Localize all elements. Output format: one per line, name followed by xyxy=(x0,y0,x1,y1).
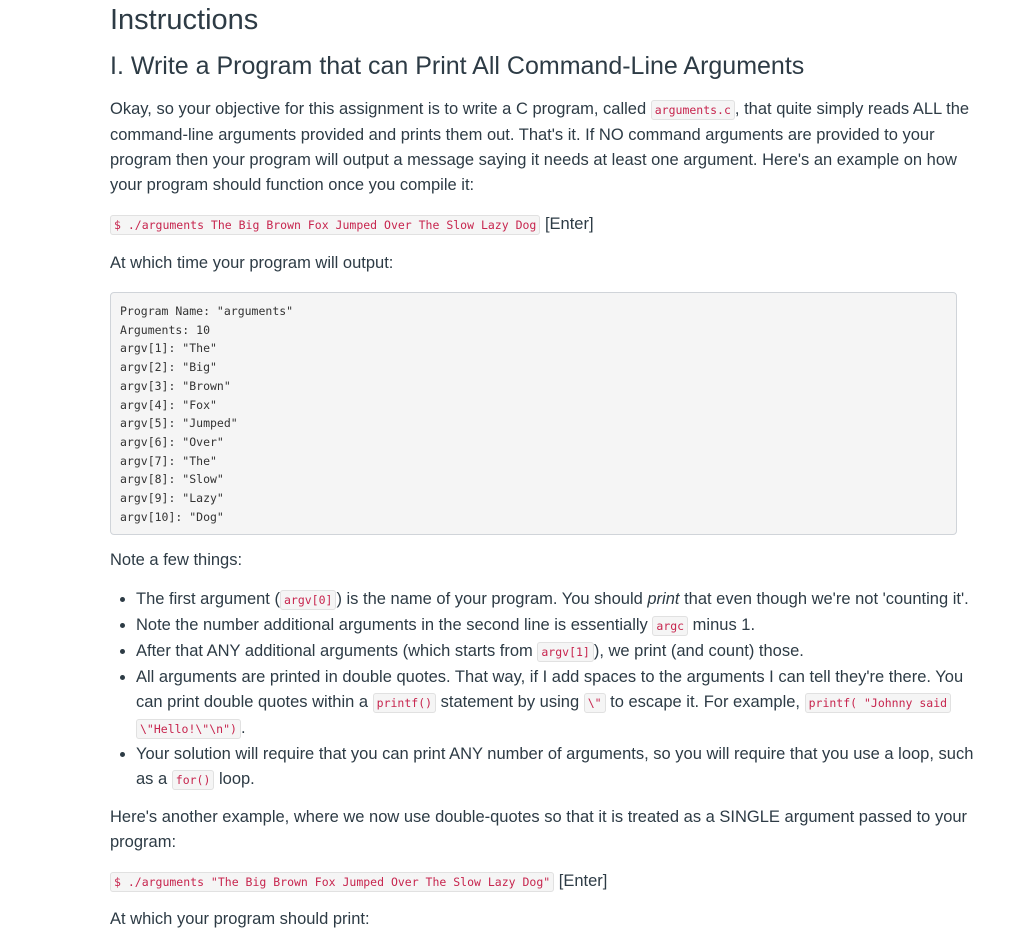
filename-code: arguments.c xyxy=(651,100,735,120)
output-line: argv[1]: "The" xyxy=(120,341,217,356)
note-text: to escape it. For example, xyxy=(605,693,805,712)
section-heading: I. Write a Program that can Print All Command-Line Arguments xyxy=(110,52,805,80)
argc-code: argc xyxy=(652,616,688,636)
enter-label-2: [Enter] xyxy=(558,872,608,891)
note-text: loop. xyxy=(214,770,255,789)
note-text: The first argument ( xyxy=(136,590,280,609)
output-line: argv[5]: "Jumped" xyxy=(120,416,238,431)
note-text: ) is the name of your program. You should xyxy=(336,590,648,609)
note-text: ), we print (and count) those. xyxy=(593,642,804,661)
output-line: argv[2]: "Big" xyxy=(120,360,217,375)
note-text: statement by using xyxy=(436,693,584,712)
printf-example-code: printf( "Johnny said xyxy=(805,693,951,713)
note-text: Your solution will require that you can print ANY number of arguments, so you will require that you use a loop, such as a xyxy=(136,745,974,789)
printf-code: printf() xyxy=(373,693,436,713)
emphasis-print: print xyxy=(647,590,680,609)
list-item xyxy=(136,665,980,742)
final-line: At which your program should print: xyxy=(110,910,370,929)
list-item xyxy=(136,742,980,793)
note-text: All arguments are printed in double quotes. That way, if I add spaces to the arguments I can tell they're there. You can print double quotes within a xyxy=(136,668,964,712)
intro-text-end: , that quite simply reads ALL the command-line arguments provided and prints them out. That's it. If NO command arguments are provided to your program then your program will output a message saying it needs at least one argument. Here's an example on how your program should function once you compile it: xyxy=(110,100,970,194)
note-text: After that ANY additional arguments (which starts from xyxy=(136,642,538,661)
output-line: argv[3]: "Brown" xyxy=(120,378,231,393)
program-output-block xyxy=(110,292,957,535)
argv1-code: argv[1] xyxy=(537,642,593,662)
output-line: argv[8]: "Slow" xyxy=(120,472,224,487)
note-text: . xyxy=(240,719,246,738)
command-code-2: $ ./arguments "The Big Brown Fox Jumped Over The Slow Lazy Dog" xyxy=(110,872,554,892)
output-intro: At which time your program will output: xyxy=(110,254,394,272)
command-code-1: $ ./arguments The Big Brown Fox Jumped Over The Slow Lazy Dog xyxy=(110,215,540,235)
intro-text-start: Okay, so your objective for this assignment is to write a C program, called xyxy=(110,100,651,118)
enter-label-1: [Enter] xyxy=(544,215,594,233)
example-command-2 xyxy=(110,869,980,895)
note-text: that even though we're not 'counting it'. xyxy=(679,590,969,609)
page-title: Instructions xyxy=(110,4,259,36)
list-item xyxy=(136,639,980,665)
output-line: Arguments: 10 xyxy=(120,322,211,337)
example-command-1 xyxy=(110,212,980,238)
output-line: argv[7]: "The" xyxy=(120,453,217,468)
another-example-paragraph: Here's another example, where we now use double-quotes so that it is treated as a SINGLE argument passed to your program: xyxy=(110,808,968,852)
output-line: argv[10]: "Dog" xyxy=(120,509,224,524)
for-loop-code: for() xyxy=(172,770,215,790)
argv0-code: argv[0] xyxy=(280,590,336,610)
list-item xyxy=(136,613,980,639)
note-heading: Note a few things: xyxy=(110,551,243,570)
output-line: argv[6]: "Over" xyxy=(120,434,224,449)
output-line: argv[4]: "Fox" xyxy=(120,397,217,412)
list-item xyxy=(136,587,980,613)
output-line: Program Name: "arguments" xyxy=(120,304,294,318)
output-line: argv[9]: "Lazy" xyxy=(120,491,224,506)
note-text: minus 1. xyxy=(688,616,756,635)
intro-paragraph xyxy=(110,97,980,198)
notes-list xyxy=(110,587,980,793)
printf-example-code-continued: \"Hello!\"\n") xyxy=(136,719,241,739)
escape-quote-code: \" xyxy=(584,693,606,713)
note-text: Note the number additional arguments in the second line is essentially xyxy=(136,616,653,635)
